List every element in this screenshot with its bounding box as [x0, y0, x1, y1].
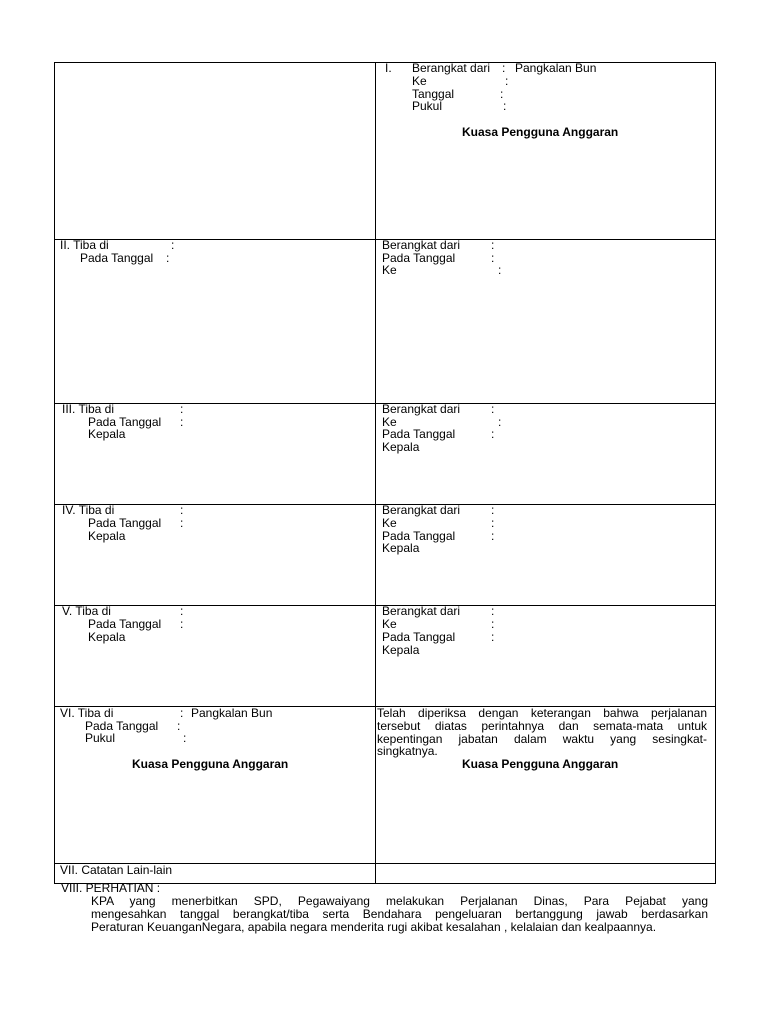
section-6-right-statement-line-4: singkatnya.: [377, 744, 438, 758]
section-1-label-berangkat: Berangkat dari: [412, 61, 491, 75]
section-6-right-statement-line-2: tersebut diatas perintahnya dan semata-mata untuk: [377, 719, 707, 733]
section-5-right-label-berangkat: Berangkat dari: [382, 604, 461, 618]
section-2-left-colon-tanggal: :: [166, 251, 170, 265]
section-6-right-statement-line-1: Telah diperiksa dengan keterangan bahwa perjalanan: [377, 706, 707, 720]
section-5-right-label-tanggal: Pada Tanggal: [382, 630, 456, 644]
section-4-right-colon-berangkat: :: [491, 503, 495, 517]
section-4-right-label-tanggal: Pada Tanggal: [382, 529, 456, 543]
section-4-right-label-ke: Ke: [382, 516, 397, 530]
section-7-label: VII. Catatan Lain-lain: [60, 863, 173, 877]
table-center-divider: [375, 62, 376, 884]
section-2-left-label-tiba: II. Tiba di: [60, 238, 109, 252]
section-2-right-label-ke: Ke: [382, 263, 397, 277]
section-1-signature-title: Kuasa Pengguna Anggaran: [462, 125, 619, 139]
section-1-value-berangkat: Pangkalan Bun: [515, 61, 597, 75]
section-3-right-label-tanggal: Pada Tanggal: [382, 427, 456, 441]
section-5-left-colon-tiba: :: [180, 604, 184, 618]
section-3-left-label-tiba: III. Tiba di: [62, 402, 115, 416]
section-3-right-colon-tanggal: :: [491, 427, 495, 441]
section-2-right-colon-berangkat: :: [491, 238, 495, 252]
section-4-left-colon-tanggal: :: [180, 516, 184, 530]
section-1-colon-tanggal: :: [500, 87, 504, 101]
section-4-left-colon-tiba: :: [180, 503, 184, 517]
section-4-right-colon-ke: :: [491, 516, 495, 530]
section-6-left-colon-tiba: :: [180, 706, 184, 720]
section-4-left-label-tiba: IV. Tiba di: [62, 503, 115, 517]
section-1-colon-ke: :: [505, 74, 509, 88]
table-border-right: [715, 62, 716, 884]
section-5-right-label-ke: Ke: [382, 617, 397, 631]
section-5-right-colon-ke: :: [491, 617, 495, 631]
section-6-left-signature-title: Kuasa Pengguna Anggaran: [132, 757, 289, 771]
section-4-left-label-kepala: Kepala: [88, 529, 126, 543]
section-1-label-pukul: Pukul: [412, 99, 443, 113]
section-5-left-label-tiba: V. Tiba di: [62, 604, 111, 618]
section-6-left-colon-tanggal: :: [177, 719, 181, 733]
section-2-right-colon-ke: :: [498, 263, 502, 277]
section-4-left-label-tanggal: Pada Tanggal: [88, 516, 162, 530]
section-8-heading: VIII. PERHATIAN :: [61, 881, 161, 895]
section-1-label-tanggal: Tanggal: [412, 87, 455, 101]
section-6-left-colon-pukul: :: [183, 731, 187, 745]
section-2-right-label-tanggal: Pada Tanggal: [382, 251, 456, 265]
section-3-left-colon-tanggal: :: [180, 415, 184, 429]
section-5-right-label-kepala: Kepala: [382, 643, 420, 657]
section-3-right-label-kepala: Kepala: [382, 440, 420, 454]
section-3-left-colon-tiba: :: [180, 402, 184, 416]
section-6-right-signature-title: Kuasa Pengguna Anggaran: [462, 757, 619, 771]
section-3-right-colon-ke: :: [498, 415, 502, 429]
section-2-right-colon-tanggal: :: [491, 251, 495, 265]
section-8-line-1: KPA yang menerbitkan SPD, Pegawaiyang melakukan Perjalanan Dinas, Para Pejabat yang: [91, 894, 708, 908]
section-6-left-label-tiba: VI. Tiba di: [60, 706, 114, 720]
section-4-right-label-kepala: Kepala: [382, 541, 420, 555]
section-1-roman: I.: [385, 61, 392, 75]
table-border-left: [54, 62, 55, 884]
section-3-left-label-kepala: Kepala: [88, 427, 126, 441]
section-2-left-label-tanggal: Pada Tanggal: [80, 251, 154, 265]
section-2-right-label-berangkat: Berangkat dari: [382, 238, 461, 252]
section-1-label-ke: Ke: [412, 74, 427, 88]
section-6-left-label-pukul: Pukul: [85, 731, 116, 745]
section-3-right-label-ke: Ke: [382, 415, 397, 429]
section-5-right-colon-tanggal: :: [491, 630, 495, 644]
section-5-right-colon-berangkat: :: [491, 604, 495, 618]
section-3-right-colon-berangkat: :: [491, 402, 495, 416]
section-4-right-label-berangkat: Berangkat dari: [382, 503, 461, 517]
section-5-left-label-kepala: Kepala: [88, 630, 126, 644]
section-5-left-colon-tanggal: :: [180, 617, 184, 631]
section-2-left-colon-tiba: :: [171, 238, 175, 252]
section-8-line-2: mengesahkan tanggal berangkat/tiba serta Bendahara pengeluaran bertanggung jawab berdasarkan: [91, 907, 708, 921]
section-6-left-value-tiba: Pangkalan Bun: [191, 706, 273, 720]
section-1-colon-pukul: :: [503, 99, 507, 113]
section-6-left-label-tanggal: Pada Tanggal: [85, 719, 159, 733]
section-1-colon-berangkat: :: [502, 61, 506, 75]
section-8-line-3: Peraturan KeuanganNegara, apabila negara menderita rugi akibat kesalahan , kelalaian dan kealpaannya.: [91, 920, 657, 934]
section-6-right-statement-line-3: kepentingan jabatan dalam waktu yang sesingkat-: [377, 732, 707, 746]
section-3-right-label-berangkat: Berangkat dari: [382, 402, 461, 416]
section-5-left-label-tanggal: Pada Tanggal: [88, 617, 162, 631]
section-4-right-colon-tanggal: :: [491, 529, 495, 543]
section-3-left-label-tanggal: Pada Tanggal: [88, 415, 162, 429]
